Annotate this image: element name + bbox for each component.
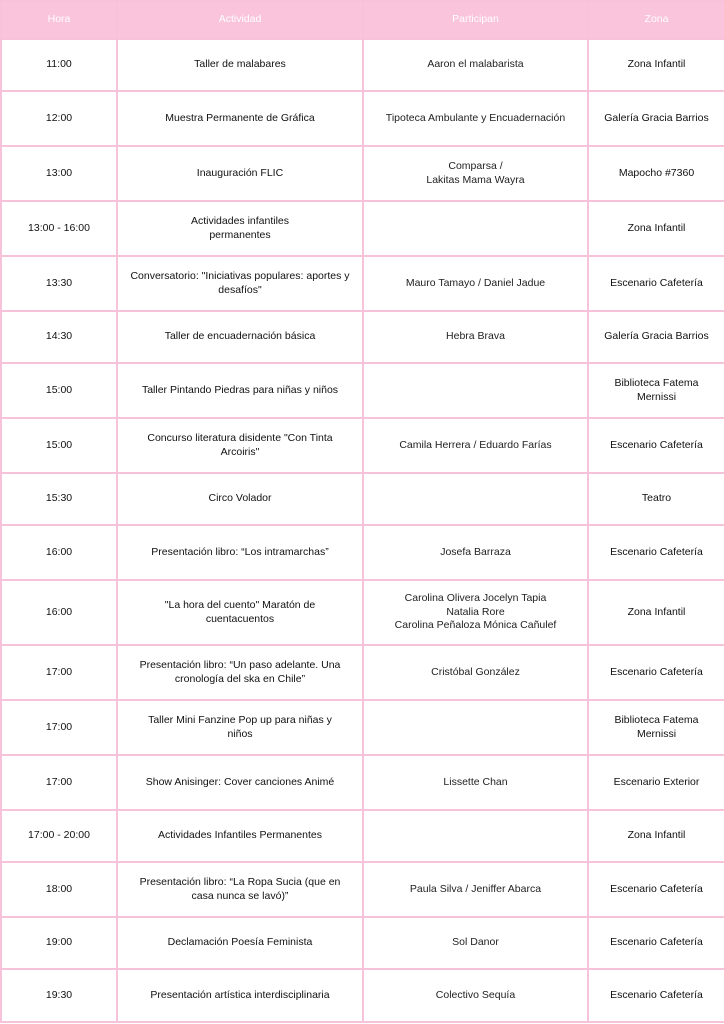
cell-participan: Lissette Chan xyxy=(363,755,588,810)
cell-participan: Colectivo Sequía xyxy=(363,969,588,1022)
cell-hora: 18:00 xyxy=(1,862,117,917)
cell-zona: Teatro xyxy=(588,473,724,525)
cell-zona: Escenario Cafetería xyxy=(588,969,724,1022)
cell-participan: Aaron el malabarista xyxy=(363,39,588,91)
header-zona: Zona xyxy=(588,1,724,39)
table-row xyxy=(1,311,724,363)
cell-hora: 13:00 - 16:00 xyxy=(1,201,117,256)
cell-actividad: "La hora del cuento" Maratón de cuentacuentos xyxy=(117,580,363,645)
cell-zona: Zona Infantil xyxy=(588,810,724,862)
cell-hora: 12:00 xyxy=(1,91,117,146)
table-row xyxy=(1,525,724,580)
header-actividad: Actividad xyxy=(117,1,363,39)
table-row xyxy=(1,810,724,862)
cell-zona: Escenario Cafetería xyxy=(588,418,724,473)
table-row xyxy=(1,146,724,201)
cell-participan: Sol Danor xyxy=(363,917,588,969)
cell-hora: 17:00 - 20:00 xyxy=(1,810,117,862)
cell-actividad: Presentación libro: “La Ropa Sucia (que en casa nunca se lavó)” xyxy=(117,862,363,917)
cell-zona: Escenario Cafetería xyxy=(588,645,724,700)
header-participan: Participan xyxy=(363,1,588,39)
table-row xyxy=(1,39,724,91)
cell-participan: Hebra Brava xyxy=(363,311,588,363)
cell-zona: Mapocho #7360 xyxy=(588,146,724,201)
cell-zona: Escenario Cafetería xyxy=(588,256,724,311)
cell-participan xyxy=(363,810,588,862)
cell-zona: Zona Infantil xyxy=(588,580,724,645)
cell-hora: 17:00 xyxy=(1,645,117,700)
cell-actividad: Declamación Poesía Feminista xyxy=(117,917,363,969)
table-row xyxy=(1,418,724,473)
cell-zona: Biblioteca Fatema Mernissi xyxy=(588,363,724,418)
cell-hora: 11:00 xyxy=(1,39,117,91)
cell-hora: 15:00 xyxy=(1,418,117,473)
table-row xyxy=(1,91,724,146)
cell-participan: Tipoteca Ambulante y Encuadernación xyxy=(363,91,588,146)
table-row xyxy=(1,700,724,755)
cell-zona: Galería Gracia Barrios xyxy=(588,91,724,146)
table-row xyxy=(1,201,724,256)
cell-hora: 13:00 xyxy=(1,146,117,201)
cell-actividad: Circo Volador xyxy=(117,473,363,525)
cell-zona: Galería Gracia Barrios xyxy=(588,311,724,363)
table-row xyxy=(1,755,724,810)
cell-actividad: Taller Pintando Piedras para niñas y niños xyxy=(117,363,363,418)
cell-zona: Biblioteca Fatema Mernissi xyxy=(588,700,724,755)
table-row xyxy=(1,580,724,645)
cell-participan: Josefa Barraza xyxy=(363,525,588,580)
cell-actividad: Presentación artística interdisciplinaria xyxy=(117,969,363,1022)
header-hora: Hora xyxy=(1,1,117,39)
cell-zona: Zona Infantil xyxy=(588,39,724,91)
cell-hora: 19:00 xyxy=(1,917,117,969)
cell-actividad: Taller de encuadernación básica xyxy=(117,311,363,363)
cell-hora: 16:00 xyxy=(1,580,117,645)
cell-hora: 14:30 xyxy=(1,311,117,363)
cell-hora: 15:30 xyxy=(1,473,117,525)
cell-hora: 19:30 xyxy=(1,969,117,1022)
cell-participan: Paula Silva / Jeniffer Abarca xyxy=(363,862,588,917)
cell-zona: Escenario Cafetería xyxy=(588,525,724,580)
cell-actividad: Presentación libro: “Los intramarchas” xyxy=(117,525,363,580)
cell-participan: Mauro Tamayo / Daniel Jadue xyxy=(363,256,588,311)
table-row xyxy=(1,363,724,418)
cell-actividad: Taller Mini Fanzine Pop up para niñas y niños xyxy=(117,700,363,755)
cell-hora: 17:00 xyxy=(1,755,117,810)
cell-participan: Carolina Olivera Jocelyn Tapia Natalia Rore Carolina Peñaloza Mónica Cañulef xyxy=(363,580,588,645)
table-row xyxy=(1,645,724,700)
cell-actividad: Taller de malabares xyxy=(117,39,363,91)
table-row xyxy=(1,917,724,969)
cell-actividad: Show Anisinger: Cover canciones Animé xyxy=(117,755,363,810)
cell-hora: 17:00 xyxy=(1,700,117,755)
cell-actividad: Muestra Permanente de Gráfica xyxy=(117,91,363,146)
cell-actividad: Inauguración FLIC xyxy=(117,146,363,201)
cell-zona: Escenario Exterior xyxy=(588,755,724,810)
cell-actividad: Presentación libro: “Un paso adelante. Una cronología del ska en Chile” xyxy=(117,645,363,700)
cell-actividad: Actividades infantiles permanentes xyxy=(117,201,363,256)
cell-zona: Zona Infantil xyxy=(588,201,724,256)
cell-participan: Cristóbal González xyxy=(363,645,588,700)
cell-participan xyxy=(363,700,588,755)
table-row xyxy=(1,256,724,311)
cell-actividad: Conversatorio: "Iniciativas populares: aportes y desafíos" xyxy=(117,256,363,311)
cell-hora: 13:30 xyxy=(1,256,117,311)
cell-participan xyxy=(363,201,588,256)
cell-actividad: Actividades Infantiles Permanentes xyxy=(117,810,363,862)
table-row xyxy=(1,473,724,525)
cell-participan: Comparsa / Lakitas Mama Wayra xyxy=(363,146,588,201)
cell-actividad: Concurso literatura disidente "Con Tinta Arcoiris" xyxy=(117,418,363,473)
cell-hora: 16:00 xyxy=(1,525,117,580)
cell-participan xyxy=(363,363,588,418)
table-row xyxy=(1,969,724,1022)
cell-zona: Escenario Cafetería xyxy=(588,917,724,969)
cell-participan: Camila Herrera / Eduardo Farías xyxy=(363,418,588,473)
cell-zona: Escenario Cafetería xyxy=(588,862,724,917)
cell-hora: 15:00 xyxy=(1,363,117,418)
table-row xyxy=(1,862,724,917)
cell-participan xyxy=(363,473,588,525)
header-row xyxy=(1,1,724,39)
